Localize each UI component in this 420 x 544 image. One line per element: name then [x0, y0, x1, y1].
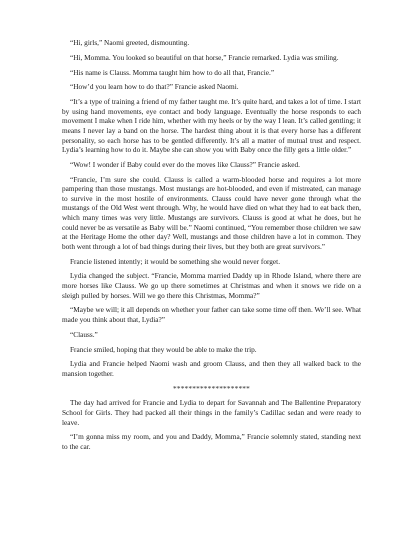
paragraph-horse-name: “His name is Clauss. Momma taught him how to do all that, Francie.”: [70, 67, 275, 77]
paragraph-smiled: Francie smiled, hoping that they would be able to make the trip.: [70, 344, 257, 354]
paragraph-francie-remark: “Hi, Momma. You looked so beautiful on that horse,” Francie remarked. Lydia was smiling.: [70, 52, 339, 62]
paragraph-clauss: “Clauss.”: [70, 329, 98, 339]
paragraph-miss-room: “I’m gonna miss my room, and you and Daddy, Momma,” Francie solemnly stated, standing next to the car.: [62, 432, 361, 451]
paragraph-wow: “Wow! I wonder if Baby could ever do the moves like Clauss?” Francie asked.: [70, 159, 301, 169]
paragraph-gentling-explanation: “It’s a type of training a friend of my father taught me. It’s quite hard, and takes a lot of time. I start by using hand movements, eye contact and body language. Eventually the horse responds to each movement I make when I ride him, whether with my heels or by the way I lean. It’s called gentling; it means I never lay a band on the horse. The hardest thing about it is that every horse has a different personality, so each horse has to be gentled differently. It’s all a matter of mutual trust and respect. Lydia’s learning how to do it. Maybe she can show you with Baby once the filly gets a little older.”: [62, 97, 361, 155]
paragraph-depart: The day had arrived for Francie and Lydia to depart for Savannah and The Ballentine Preparatory School for Girls. They had packed all their things in the family’s Cadillac sedan and were ready to leave.: [62, 398, 361, 427]
section-separator: ********************: [173, 383, 250, 393]
paragraph-maybe: “Maybe we will; it all depends on whether your father can take some time off then. We’ll see. What made you think about that, Lydia?”: [62, 305, 361, 324]
paragraph-greeting: “Hi, girls,” Naomi greeted, dismounting.: [70, 38, 190, 47]
paragraph-listened: Francie listened intently; it would be something she would never forget.: [70, 256, 281, 266]
paragraph-mustangs: “Francie, I’m sure she could. Clauss is called a warm-blooded horse and requires a lot more pampering than those mustangs. Most mustangs are hot-blooded, and even if mistreated, can manage to survive in the most hostile of environments. Clauss could have never gone through what the mustangs of the Old West went through. Why, he would have died on what they had to eat back then, which many times was very little. Mustangs are survivors. Clauss is good at what he does, but he could never be as versatile as Baby will be.” Naomi continued, “You remember those children we saw at the Heritage Home the other day? Well, mustangs and those children have a lot in common. They both went through a lot of bad things during their lives, but they both are great survivors.”: [62, 174, 361, 251]
paragraph-groom: Lydia and Francie helped Naomi wash and groom Clauss, and then they all walked back to the mansion together.: [62, 359, 361, 378]
paragraph-question: “How’d you learn how to do that?” Francie asked Naomi.: [70, 82, 239, 92]
paragraph-rhode-island: Lydia changed the subject. “Francie, Momma married Daddy up in Rhode Island, where there are more horses like Clauss. We go up there sometimes at Christmas and when it snows we ride on a sleigh pulled by horses. Will we go there this Christmas, Momma?”: [62, 271, 361, 300]
